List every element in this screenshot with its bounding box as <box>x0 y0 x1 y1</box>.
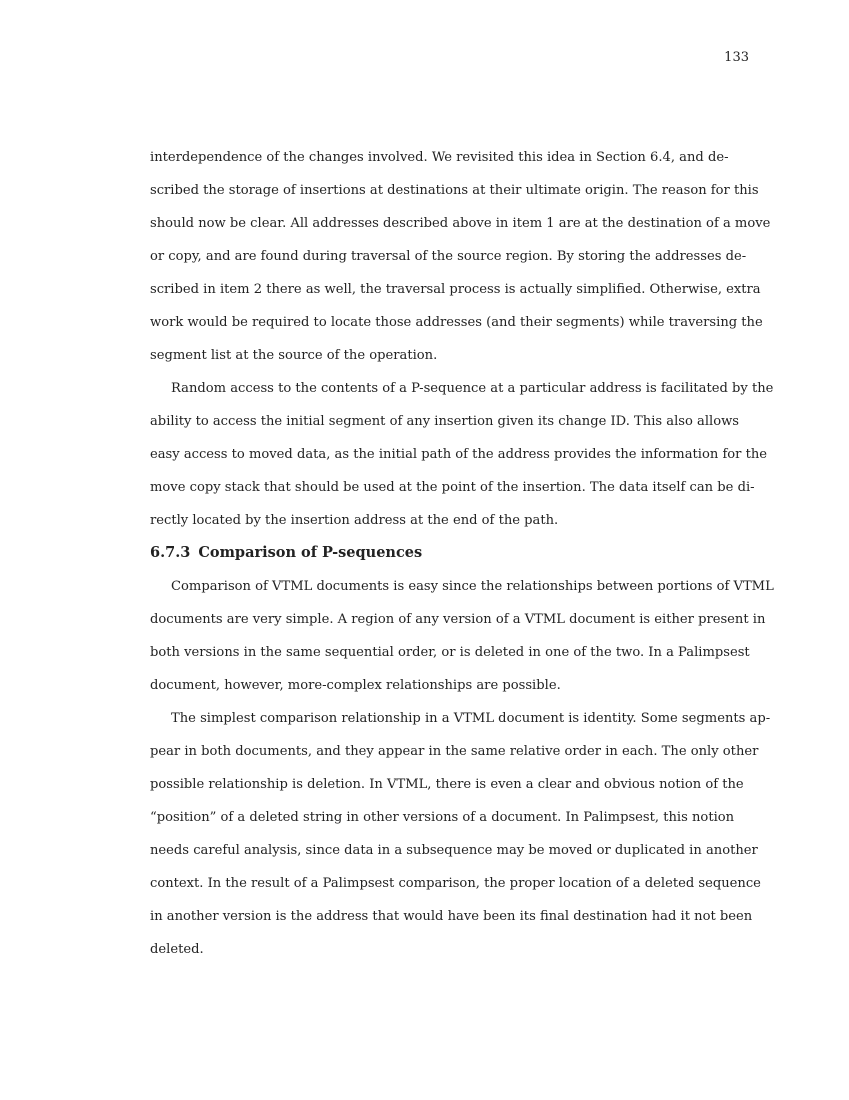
text-line: needs careful analysis, since data in a subsequence may be moved or duplicated in another <box>150 843 758 858</box>
text-line: pear in both documents, and they appear in the same relative order in each. The only other <box>150 744 759 759</box>
text-line: or copy, and are found during traversal of the source region. By storing the addresses de- <box>150 249 747 264</box>
text-line: possible relationship is deletion. In VTML, there is even a clear and obvious notion of the <box>150 777 744 792</box>
paragraph-1 <box>150 145 771 376</box>
text-line: The simplest comparison relationship in a VTML document is identity. Some segments ap- <box>171 711 771 726</box>
text-line: both versions in the same sequential order, or is deleted in one of the two. In a Palimpsest <box>150 645 750 660</box>
section-title: Comparison of P-sequences <box>198 544 423 561</box>
section-number: 6.7.3 <box>150 544 191 561</box>
paragraph-2 <box>150 376 774 541</box>
text-line: interdependence of the changes involved. We revisited this idea in Section 6.4, and de- <box>150 150 729 165</box>
text-line: scribed in item 2 there as well, the traversal process is actually simplified. Otherwise, extra <box>150 282 761 297</box>
text-line: documents are very simple. A region of any version of a VTML document is either present in <box>150 612 766 627</box>
text-line: work would be required to locate those addresses (and their segments) while traversing the <box>150 315 763 330</box>
text-line: easy access to moved data, as the initial path of the address provides the information for the <box>150 447 768 462</box>
page-body <box>150 145 774 970</box>
paragraph-3 <box>150 574 774 706</box>
section-heading <box>150 541 742 574</box>
text-line: “position” of a deleted string in other versions of a document. In Palimpsest, this notion <box>150 810 735 825</box>
text-line: should now be clear. All addresses described above in item 1 are at the destination of a move <box>150 216 771 231</box>
text-line: Random access to the contents of a P-sequence at a particular address is facilitated by the <box>171 381 774 396</box>
paragraph-4 <box>150 706 771 970</box>
text-line: segment list at the source of the operation. <box>150 348 438 363</box>
text-line: scribed the storage of insertions at destinations at their ultimate origin. The reason for this <box>150 183 759 198</box>
text-line: context. In the result of a Palimpsest comparison, the proper location of a deleted sequence <box>150 876 761 891</box>
text-line: Comparison of VTML documents is easy since the relationships between portions of VTML <box>171 579 774 594</box>
page-number: 133 <box>724 50 749 65</box>
text-line: document, however, more-complex relationships are possible. <box>150 678 561 693</box>
text-line: move copy stack that should be used at the point of the insertion. The data itself can be di- <box>150 480 755 495</box>
text-line: rectly located by the insertion address at the end of the path. <box>150 513 559 528</box>
text-line: deleted. <box>150 942 204 957</box>
text-line: ability to access the initial segment of any insertion given its change ID. This also allows <box>150 414 740 429</box>
text-line: in another version is the address that would have been its final destination had it not been <box>150 909 753 924</box>
